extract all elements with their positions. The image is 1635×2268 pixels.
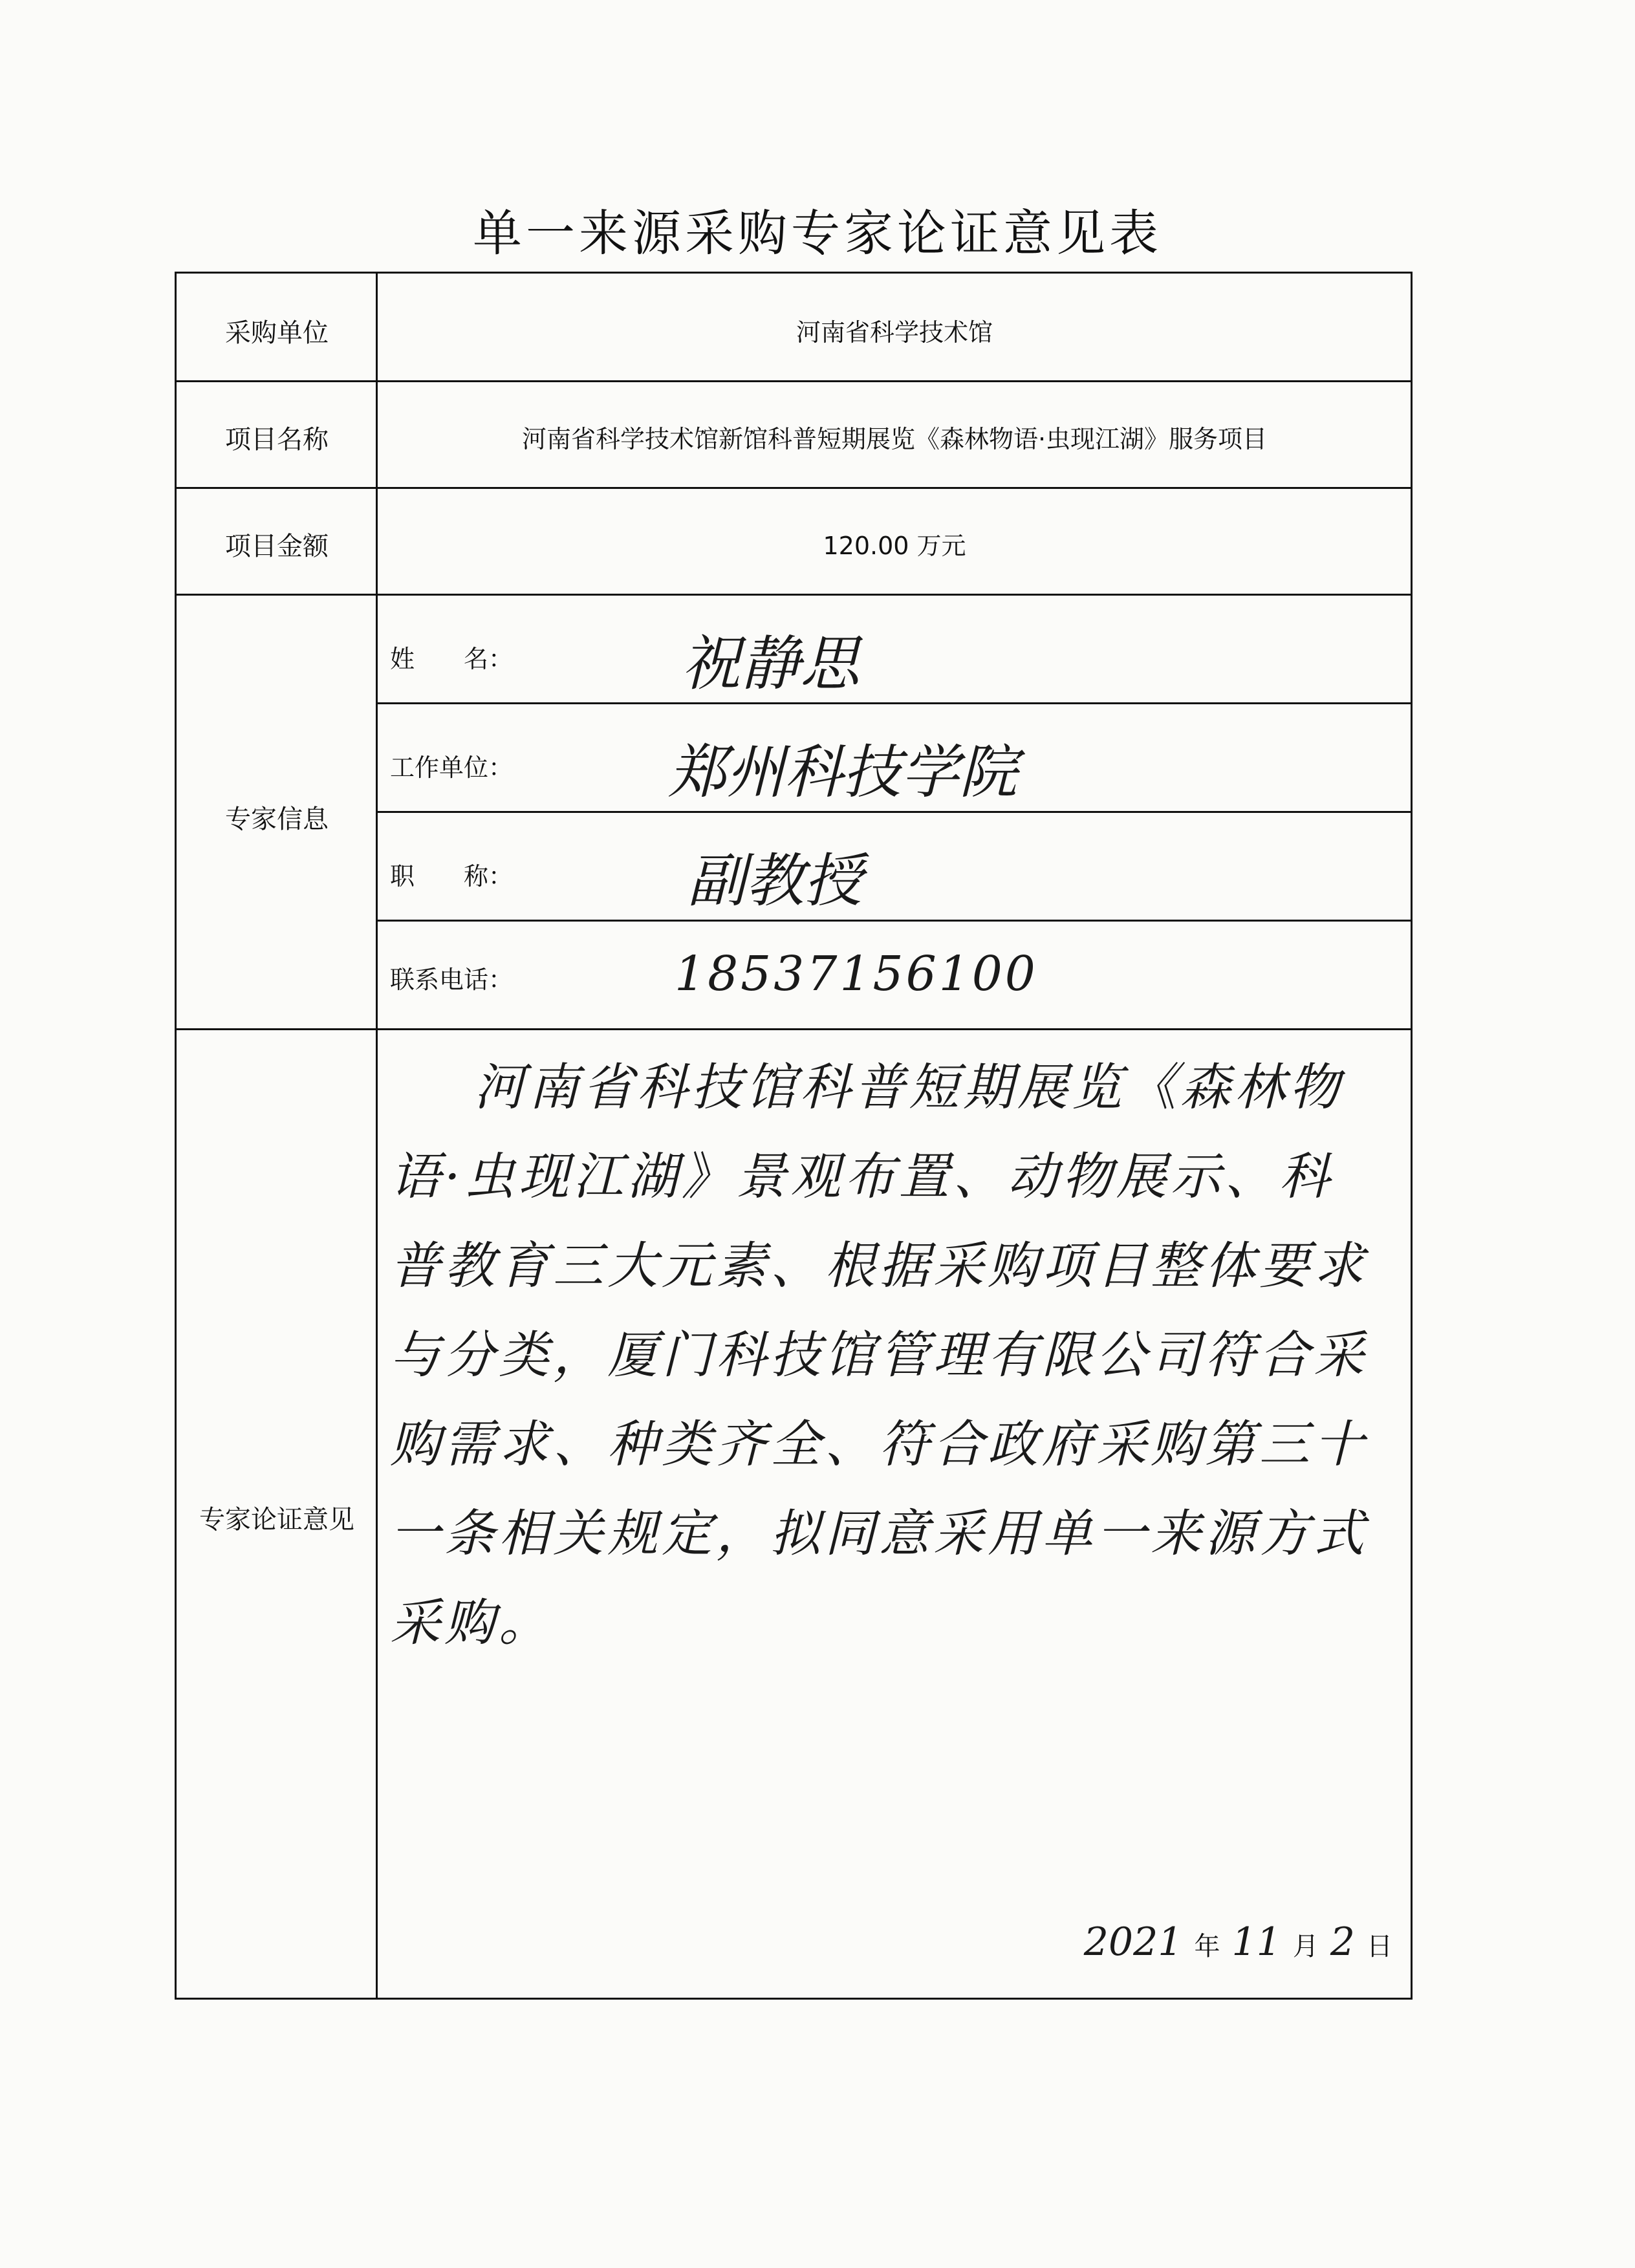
date-year: 2021 — [1083, 1919, 1183, 1965]
project-name-value: 河南省科学技术馆新馆科普短期展览《森林物语·虫现江湖》服务项目 — [521, 425, 1268, 453]
purchaser-value: 河南省科学技术馆 — [796, 318, 993, 347]
date-month-unit: 月 — [1292, 1932, 1319, 1961]
signature-date — [1084, 1919, 1392, 1965]
opinion-text: 河南省科技馆科普短期展览《森林物语·虫现江湖》景观布置、动物展示、科普教育三大元素、根据采购项目整体要求与分类，厦门科技馆管理有限公司符合采购需求、种类齐全、符合政府采购第三十一条相关规定，拟同意采用单一来源方式采购。 — [390, 1059, 1369, 1652]
row-divider — [177, 487, 1411, 489]
employer-value: 郑州科技学院 — [668, 739, 1017, 806]
row-divider — [177, 594, 1411, 596]
amount-value: 120.00 万元 — [823, 532, 966, 560]
date-day-unit: 日 — [1367, 1932, 1392, 1961]
phone-label: 联系电话： — [390, 966, 514, 994]
date-month: 11 — [1231, 1919, 1281, 1965]
row-divider — [378, 920, 1411, 922]
expert-info-label: 专家信息 — [225, 805, 329, 834]
name-value: 祝静思 — [681, 629, 860, 698]
title-label: 职 称： — [390, 862, 514, 891]
row-divider — [378, 702, 1411, 704]
row-divider — [177, 380, 1411, 382]
opinion-form — [175, 272, 1413, 2000]
purchaser-label: 采购单位 — [225, 318, 329, 348]
row-divider — [177, 1028, 1411, 1030]
phone-value: 18537156100 — [675, 946, 1038, 1002]
form-title: 单一来源采购专家论证意见表 — [473, 204, 1162, 262]
title-value: 副教授 — [688, 847, 862, 915]
project-name-label: 项目名称 — [225, 425, 329, 455]
date-year-unit: 年 — [1194, 1932, 1220, 1961]
opinion-label: 专家论证意见 — [199, 1505, 354, 1535]
name-label: 姓 名： — [390, 645, 514, 673]
employer-label: 工作单位： — [390, 753, 514, 782]
amount-label: 项目金额 — [225, 532, 329, 561]
row-divider — [378, 811, 1411, 813]
date-day: 2 — [1330, 1919, 1355, 1965]
